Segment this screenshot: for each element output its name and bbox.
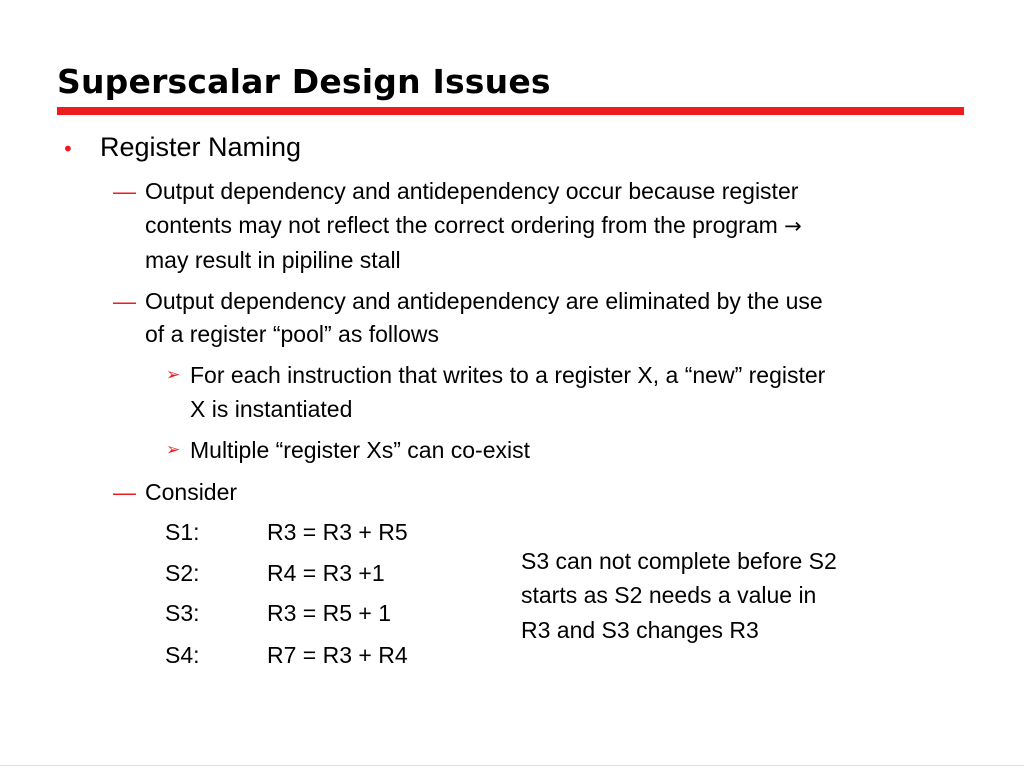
slide-title: Superscalar Design Issues: [57, 62, 551, 101]
arrowhead-bullet-icon: ➢: [166, 365, 181, 385]
item1-line1: For each instruction that writes to a register X, a “new” register: [190, 362, 826, 388]
sub1-line2-text: contents may not reflect the correct ordering from the program: [145, 212, 778, 238]
code-expr: R3 = R5 + 1: [267, 600, 392, 626]
em-dash-bullet-icon: —: [113, 479, 136, 505]
code-label: S4:: [165, 642, 200, 668]
title-underline: [57, 107, 964, 115]
code-expr: R4 = R3 +1: [267, 560, 385, 586]
code-label: S1:: [165, 519, 200, 545]
em-dash-bullet-icon: —: [113, 288, 136, 314]
code-expr: R3 = R3 + R5: [267, 519, 408, 545]
sub2-line1: Output dependency and antidependency are eliminated by the use: [145, 288, 823, 314]
sub1-line1: Output dependency and antidependency occur because register: [145, 178, 799, 204]
consider-label: Consider: [145, 479, 238, 505]
note-line1: S3 can not complete before S2: [521, 548, 837, 574]
em-dash-bullet-icon: —: [113, 178, 136, 204]
code-label: S2:: [165, 560, 200, 586]
code-label: S3:: [165, 600, 200, 626]
code-expr: R7 = R3 + R4: [267, 642, 408, 668]
item2-line1: Multiple “register Xs” can co-exist: [190, 437, 530, 463]
bullet-dot-icon: •: [62, 137, 74, 161]
note-line2: starts as S2 needs a value in: [521, 582, 817, 608]
sub1-line2: [145, 209, 802, 242]
bullet-register-naming: Register Naming: [100, 132, 302, 162]
arrowhead-bullet-icon: ➢: [166, 440, 181, 460]
sub1-line3: may result in pipiline stall: [145, 247, 401, 273]
item1-line2: X is instantiated: [190, 396, 353, 422]
sub2-line2: of a register “pool” as follows: [145, 321, 440, 347]
note-line3: R3 and S3 changes R3: [521, 617, 759, 643]
right-arrow-icon: →: [784, 214, 802, 238]
slide-bottom-edge: [0, 765, 1024, 766]
